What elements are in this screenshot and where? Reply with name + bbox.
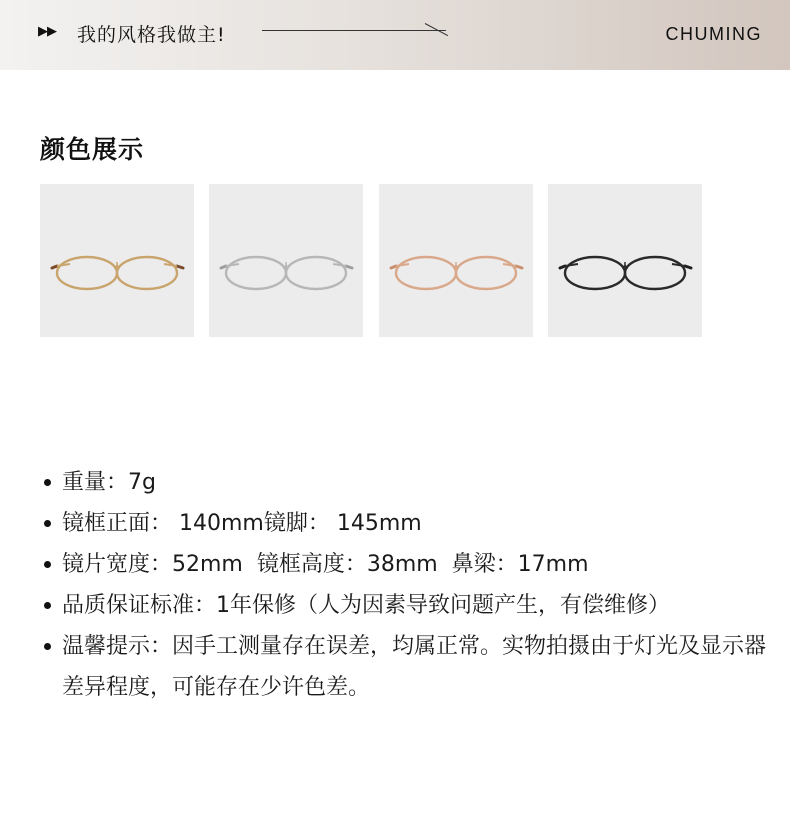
right-lens-rim: [625, 257, 685, 289]
right-temple: [516, 266, 522, 268]
left-lens-rim: [565, 257, 625, 289]
spec-item-weight: [42, 462, 772, 503]
spec-item-dimensions: [42, 544, 772, 585]
spec-text: 温馨提示：因手工测量存在误差，均属正常。实物拍摄由于灯光及显示器差异程度，可能存在少许色差。: [62, 634, 767, 700]
swatch-silver[interactable]: [209, 184, 363, 337]
double-play-icon: ▶▶: [38, 24, 56, 39]
glasses-image: [209, 184, 363, 337]
swatch-gold[interactable]: [40, 184, 194, 337]
left-temple: [391, 266, 396, 268]
bullet-icon: [44, 479, 51, 486]
bullet-icon: [44, 520, 51, 527]
right-temple: [685, 266, 691, 268]
arrow-line-icon: [262, 30, 446, 31]
left-lens-rim: [226, 257, 286, 289]
spec-text: 重量：7g: [62, 470, 156, 495]
bullet-icon: [44, 602, 51, 609]
right-hinge: [333, 264, 346, 266]
left-temple: [52, 266, 57, 268]
right-hinge: [164, 264, 177, 266]
right-temple: [346, 266, 352, 268]
glasses-image: [379, 184, 533, 337]
left-lens-rim: [57, 257, 117, 289]
left-hinge: [226, 264, 239, 266]
right-hinge: [672, 264, 685, 266]
spec-list: [42, 462, 772, 708]
bullet-icon: [44, 643, 51, 650]
right-lens-rim: [117, 257, 177, 289]
right-temple: [177, 266, 183, 268]
spec-text: 品质保证标准：1年保修（人为因素导致问题产生，有偿维修）: [62, 593, 670, 618]
swatch-black[interactable]: [548, 184, 702, 337]
spec-item-frame-front: [42, 503, 772, 544]
bullet-icon: [44, 561, 51, 568]
glasses-image: [548, 184, 702, 337]
left-hinge: [565, 264, 578, 266]
brand-name: CHUMING: [665, 24, 762, 44]
swatch-rose-gold[interactable]: [379, 184, 533, 337]
left-temple: [560, 266, 565, 268]
right-lens-rim: [286, 257, 346, 289]
spec-text: 镜片宽度：52mm 镜框高度：38mm 鼻梁：17mm: [62, 552, 589, 577]
left-temple: [221, 266, 226, 268]
spec-item-warranty: [42, 585, 772, 626]
section-title: 颜色展示: [40, 135, 145, 164]
spec-item-note: [42, 626, 772, 708]
banner-slogan: 我的风格我做主!: [77, 24, 226, 46]
right-lens-rim: [456, 257, 516, 289]
glasses-image: [40, 184, 194, 337]
spec-text: 镜框正面： 140mm镜脚： 145mm: [62, 511, 422, 536]
left-lens-rim: [396, 257, 456, 289]
top-banner: [0, 0, 790, 70]
right-hinge: [503, 264, 516, 266]
left-hinge: [57, 264, 70, 266]
left-hinge: [396, 264, 409, 266]
